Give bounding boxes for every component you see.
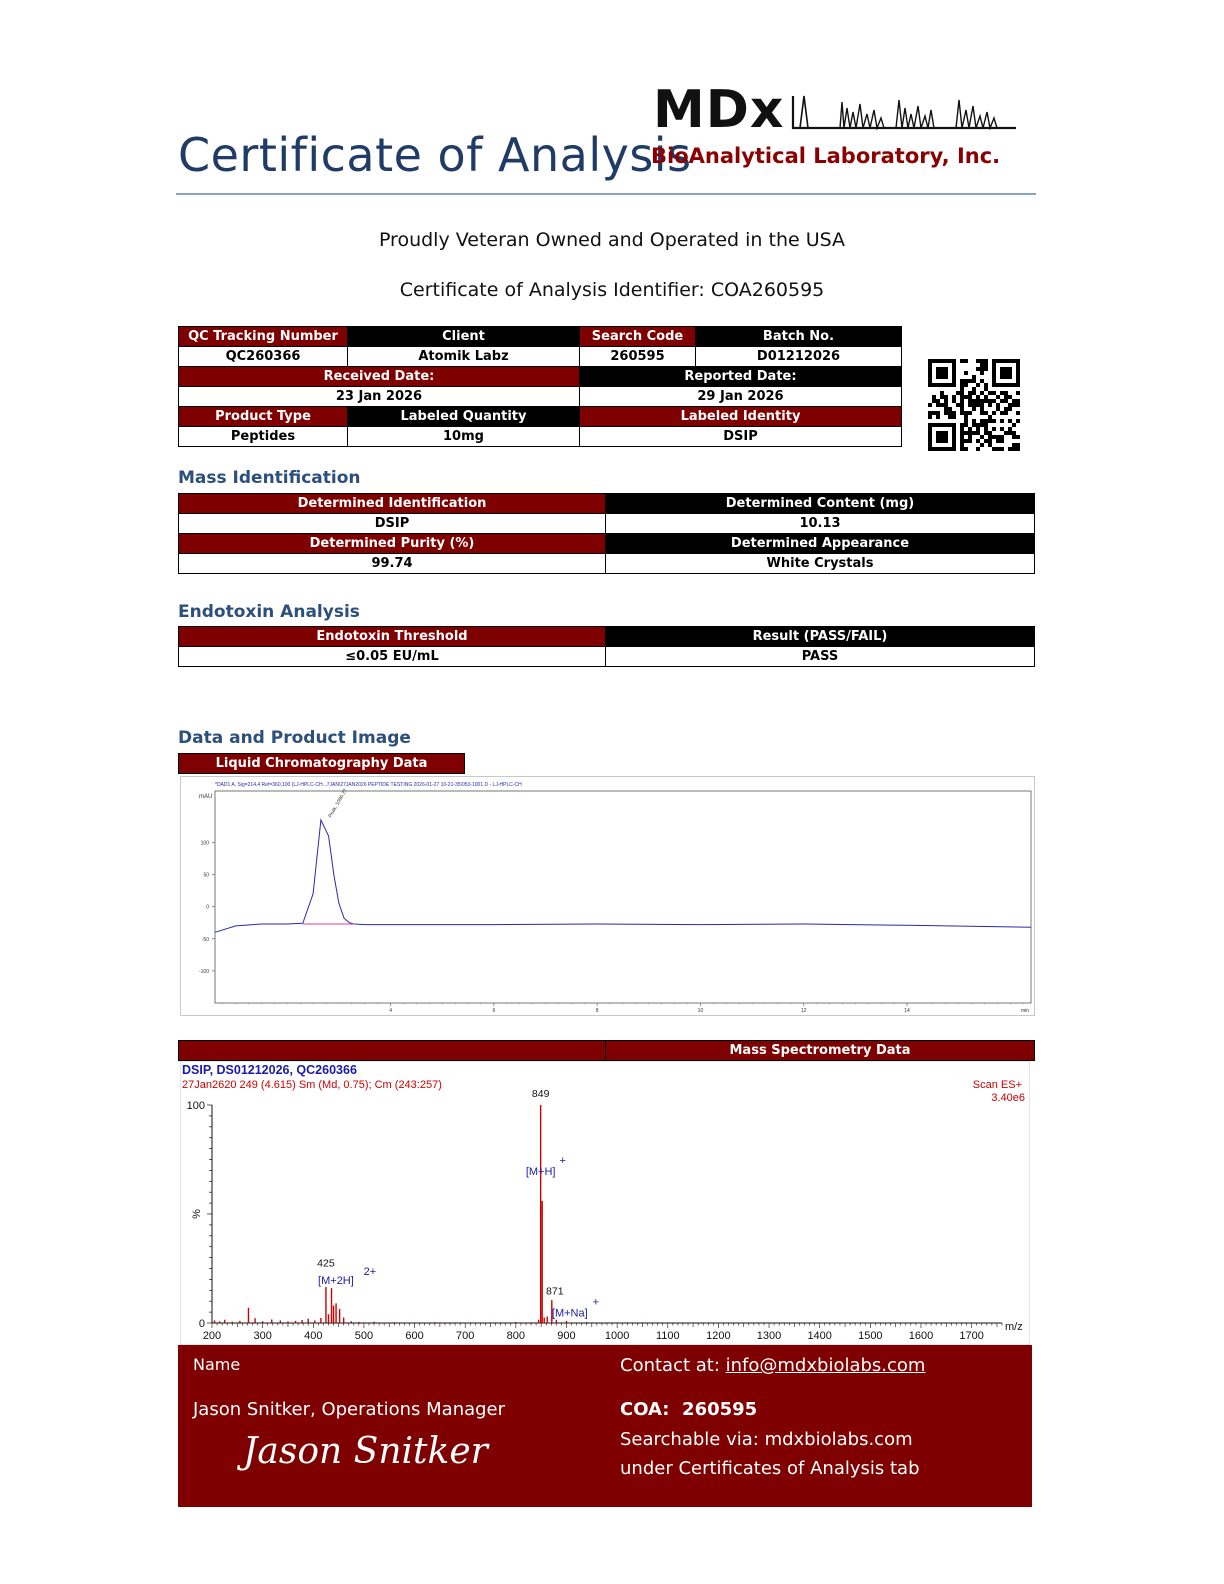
ms-x-tick-label: 1500 xyxy=(858,1330,883,1342)
batch-value: D01212026 xyxy=(696,347,902,367)
determined-appearance-label: Determined Appearance xyxy=(606,534,1035,554)
endotoxin-result-label: Result (PASS/FAIL) xyxy=(606,627,1035,647)
contact-line xyxy=(620,1355,925,1376)
received-date-value: 23 Jan 2026 xyxy=(179,387,580,407)
ms-scan-intensity: 3.40e6 xyxy=(991,1092,1025,1104)
ms-x-tick-label: 700 xyxy=(456,1330,475,1342)
search-code-label: Search Code xyxy=(580,327,696,347)
endotoxin-threshold-label: Endotoxin Threshold xyxy=(179,627,606,647)
lc-y-tick-label: 100 xyxy=(200,840,209,847)
data-section-heading: Data and Product Image xyxy=(178,728,411,748)
tagline: Proudly Veteran Owned and Operated in the USA xyxy=(378,229,846,251)
lc-x-axis-label: min xyxy=(1020,1008,1029,1014)
ms-x-tick-label: 500 xyxy=(354,1330,374,1342)
labeled-quantity-label: Labeled Quantity xyxy=(348,407,580,427)
ms-x-tick-label: 1400 xyxy=(807,1330,832,1342)
contact-email-link[interactable]: info@mdxbiolabs.com xyxy=(725,1355,926,1376)
lc-y-axis-label: mAU xyxy=(199,794,213,800)
qc-tracking-label: QC Tracking Number xyxy=(179,327,348,347)
ms-x-axis-label: m/z xyxy=(1005,1321,1023,1333)
ms-frame xyxy=(180,1061,1030,1345)
lc-y-tick-label: -50 xyxy=(201,936,209,943)
ms-annotation: 2+ xyxy=(363,1266,377,1279)
search-code-value: 260595 xyxy=(580,347,696,367)
labeled-identity-label: Labeled Identity xyxy=(580,407,902,427)
ms-x-tick-label: 1300 xyxy=(756,1330,782,1342)
header-divider xyxy=(176,193,1036,195)
ms-x-tick-label: 1200 xyxy=(706,1330,731,1342)
batch-label: Batch No. xyxy=(696,327,902,347)
ms-y-tick-label: 0 xyxy=(198,1318,205,1330)
ms-x-tick-label: 400 xyxy=(304,1330,323,1342)
ms-y-axis-label: % xyxy=(191,1209,203,1219)
ms-annotation: [M+H] xyxy=(525,1165,556,1178)
ms-annotation: 425 xyxy=(317,1257,335,1270)
footer-signature-block xyxy=(178,1345,1032,1507)
brand-logo-chromatogram-icon xyxy=(790,88,1020,134)
signatory-name: Jason Snitker, Operations Manager xyxy=(193,1399,506,1420)
determined-identification-label: Determined Identification xyxy=(179,494,606,514)
endotoxin-result-value: PASS xyxy=(606,647,1035,667)
lc-label-table xyxy=(178,753,465,774)
ms-data-label: Mass Spectrometry Data xyxy=(606,1041,1035,1061)
lc-y-tick-label: 0 xyxy=(206,904,209,911)
lc-x-tick-label: 14 xyxy=(904,1008,910,1014)
lc-peak-label: Peak, 1096.27 xyxy=(327,787,349,819)
ms-annotation: [M+2H] xyxy=(318,1274,354,1287)
product-type-value: Peptides xyxy=(179,427,348,447)
labeled-quantity-value: 10mg xyxy=(348,427,580,447)
lc-x-tick-label: 6 xyxy=(492,1008,496,1014)
signature-image: Jason Snitker xyxy=(243,1431,488,1472)
ms-x-tick-label: 300 xyxy=(253,1330,272,1342)
ms-x-tick-label: 800 xyxy=(506,1330,526,1342)
contact-prefix: Contact at: xyxy=(620,1355,726,1376)
ms-x-tick-label: 1100 xyxy=(655,1330,680,1342)
lc-y-tick-label: 50 xyxy=(203,872,209,879)
mass-identification-table xyxy=(178,493,1035,574)
coa-identifier: Certificate of Analysis Identifier: COA260595 xyxy=(399,279,825,301)
name-label: Name xyxy=(193,1355,241,1374)
product-info-table xyxy=(178,326,902,447)
determined-purity-value: 99.74 xyxy=(179,554,606,574)
document-title: Certificate of Analysis xyxy=(178,128,692,182)
ms-x-tick-label: 900 xyxy=(557,1330,576,1342)
lc-x-tick-label: 10 xyxy=(697,1008,704,1014)
ms-scan-mode: Scan ES+ xyxy=(972,1079,1022,1091)
ms-x-tick-label: 200 xyxy=(202,1330,222,1342)
search-instructions-line1: Searchable via: mdxbiolabs.com xyxy=(620,1429,913,1450)
determined-purity-label: Determined Purity (%) xyxy=(179,534,606,554)
reported-date-label: Reported Date: xyxy=(580,367,902,387)
lc-title: *DAD1 A, Sig=214,4 Ref=360,100 (LJ-HPLC-CH...7JAN\27JAN2026 PEPTIDE TESTING 2026-01-27 10-21-35\053-1001.D - LJ-HPLC-CH xyxy=(215,782,522,788)
coa-label: COA: xyxy=(620,1399,670,1420)
search-instructions-line2: under Certificates of Analysis tab xyxy=(620,1458,920,1479)
received-date-label: Received Date: xyxy=(179,367,580,387)
ms-label-left-cell xyxy=(179,1041,606,1061)
lc-data-label: Liquid Chromatography Data xyxy=(179,754,465,774)
ms-annotation: + xyxy=(592,1296,600,1309)
determined-appearance-value: White Crystals xyxy=(606,554,1035,574)
endotoxin-heading: Endotoxin Analysis xyxy=(178,602,360,622)
brand-subtitle: BioAnalytical Laboratory, Inc. xyxy=(651,144,1001,168)
coa-value: 260595 xyxy=(682,1399,758,1420)
brand-logo-text: MDx xyxy=(653,80,785,140)
ms-subtitle: 27Jan2620 249 (4.615) Sm (Md, 0.75); Cm (243:257) xyxy=(182,1079,442,1091)
endotoxin-threshold-value: ≤0.05 EU/mL xyxy=(179,647,606,667)
ms-annotation: 849 xyxy=(531,1088,550,1100)
qc-tracking-value: QC260366 xyxy=(179,347,348,367)
ms-annotation: [M+Na] xyxy=(551,1307,588,1320)
ms-x-tick-label: 1600 xyxy=(908,1330,934,1342)
lc-x-tick-label: 8 xyxy=(595,1008,599,1014)
determined-content-label: Determined Content (mg) xyxy=(606,494,1035,514)
ms-x-tick-label: 1700 xyxy=(959,1330,984,1342)
lc-chart xyxy=(181,777,1034,1015)
lc-chart-container xyxy=(180,776,1035,1016)
ms-x-tick-label: 1000 xyxy=(604,1330,630,1342)
endotoxin-table xyxy=(178,626,1035,667)
ms-title: DSIP, DS01212026, QC260366 xyxy=(182,1063,357,1077)
coa-number-line xyxy=(620,1399,757,1420)
ms-chart xyxy=(180,1061,1030,1345)
client-label: Client xyxy=(348,327,580,347)
ms-annotation: + xyxy=(559,1154,566,1167)
mass-identification-heading: Mass Identification xyxy=(178,468,361,488)
determined-content-value: 10.13 xyxy=(606,514,1035,534)
ms-annotation: 871 xyxy=(546,1285,564,1298)
ms-label-table xyxy=(178,1040,1035,1061)
client-value: Atomik Labz xyxy=(348,347,580,367)
lc-y-tick-label: -100 xyxy=(198,968,209,975)
ms-x-tick-label: 600 xyxy=(405,1330,424,1342)
lc-x-tick-label: 12 xyxy=(800,1008,807,1014)
reported-date-value: 29 Jan 2026 xyxy=(580,387,902,407)
qr-code-icon xyxy=(928,359,1020,451)
ms-y-tick-label: 100 xyxy=(186,1100,205,1112)
product-type-label: Product Type xyxy=(179,407,348,427)
lc-x-tick-label: 4 xyxy=(389,1008,392,1014)
ms-chart-container xyxy=(180,1061,1030,1345)
determined-identification-value: DSIP xyxy=(179,514,606,534)
lc-trace-line xyxy=(215,820,1031,932)
labeled-identity-value: DSIP xyxy=(580,427,902,447)
